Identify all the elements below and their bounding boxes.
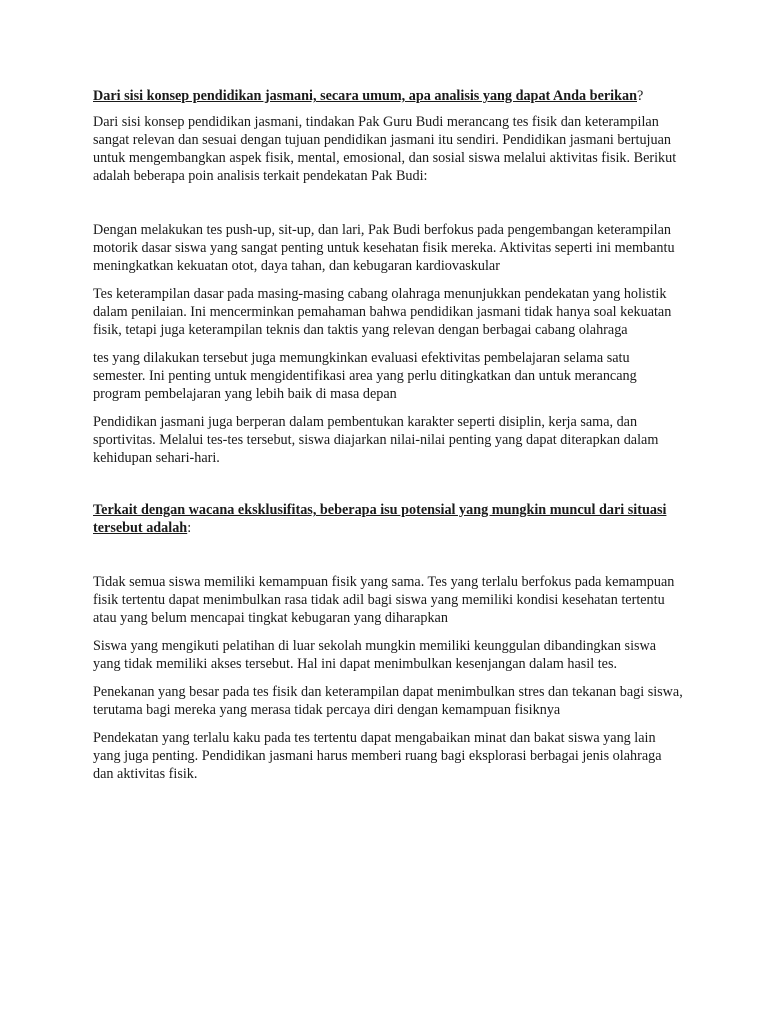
section1-point-1: Dengan melakukan tes push-up, sit-up, dan lari, Pak Budi berfokus pada pengembangan keterampilan motorik dasar siswa yang sangat penting untuk kesehatan fisik mereka. Aktivitas seperti ini membantu meningkatkan kekuatan otot, daya tahan, dan kebugaran kardiovaskular — [93, 222, 675, 274]
section2-point-2: Siswa yang mengikuti pelatihan di luar sekolah mungkin memiliki keunggulan dibandingkan siswa yang tidak memiliki akses tersebut. Hal ini dapat menimbulkan kesenjangan dalam hasil tes. — [93, 638, 657, 672]
section2-point-1: Tidak semua siswa memiliki kemampuan fisik yang sama. Tes yang terlalu berfokus pada kemampuan fisik tertentu dapat menimbulkan rasa tidak adil bagi siswa yang memiliki kondisi kesehatan tertentu atau yang belum mencapai tingkat kebugaran yang diharapkan — [93, 574, 675, 626]
section2-heading-text: Terkait dengan wacana eksklusifitas, beberapa isu potensial yang mungkin muncul dari situasi tersebut adalah — [93, 502, 667, 536]
section1-point-4: Pendidikan jasmani juga berperan dalam pembentukan karakter seperti disiplin, kerja sama, dan sportivitas. Melalui tes-tes tersebut, siswa diajarkan nilai-nilai penting yang dapat diterapkan dalam kehidupan sehari-hari. — [93, 414, 659, 466]
section1-point-2: Tes keterampilan dasar pada masing-masing cabang olahraga menunjukkan pendekatan yang holistik dalam penilaian. Ini mencerminkan pemahaman bahwa pendidikan jasmani tidak hanya soal kekuatan fisik, tetapi juga keterampilan teknis dan taktis yang relevan dengan berbagai cabang olahraga — [93, 286, 672, 338]
section1-intro: Dari sisi konsep pendidikan jasmani, tindakan Pak Guru Budi merancang tes fisik dan keterampilan sangat relevan dan sesuai dengan tujuan pendidikan jasmani itu sendiri. Pendidikan jasmani bertujuan untuk mengembangkan aspek fisik, mental, emosional, dan sosial siswa melalui aktivitas fisik. Berikut adalah beberapa poin analisis terkait pendekatan Pak Budi: — [93, 114, 677, 184]
document-page — [93, 87, 683, 793]
section1-heading-text: Dari sisi konsep pendidikan jasmani, secara umum, apa analisis yang dapat Anda berikan — [93, 88, 637, 104]
section2-point-3: Penekanan yang besar pada tes fisik dan keterampilan dapat menimbulkan stres dan tekanan bagi siswa, terutama bagi mereka yang merasa tidak percaya diri dengan kemampuan fisiknya — [93, 684, 683, 718]
section2-heading-tail: : — [187, 520, 192, 536]
section2-point-4: Pendekatan yang terlalu kaku pada tes tertentu dapat mengabaikan minat dan bakat siswa yang lain yang juga penting. Pendidikan jasmani harus memberi ruang bagi eksplorasi berbagai jenis olahraga dan aktivitas fisik. — [93, 730, 662, 782]
section1-heading-tail: ? — [637, 88, 644, 104]
section1-heading — [93, 87, 683, 105]
section1-point-3: tes yang dilakukan tersebut juga memungkinkan evaluasi efektivitas pembelajaran selama satu semester. Ini penting untuk mengidentifikasi area yang perlu ditingkatkan dan untuk merancang program pembelajaran yang lebih baik di masa depan — [93, 350, 637, 402]
section2-heading — [93, 501, 683, 537]
